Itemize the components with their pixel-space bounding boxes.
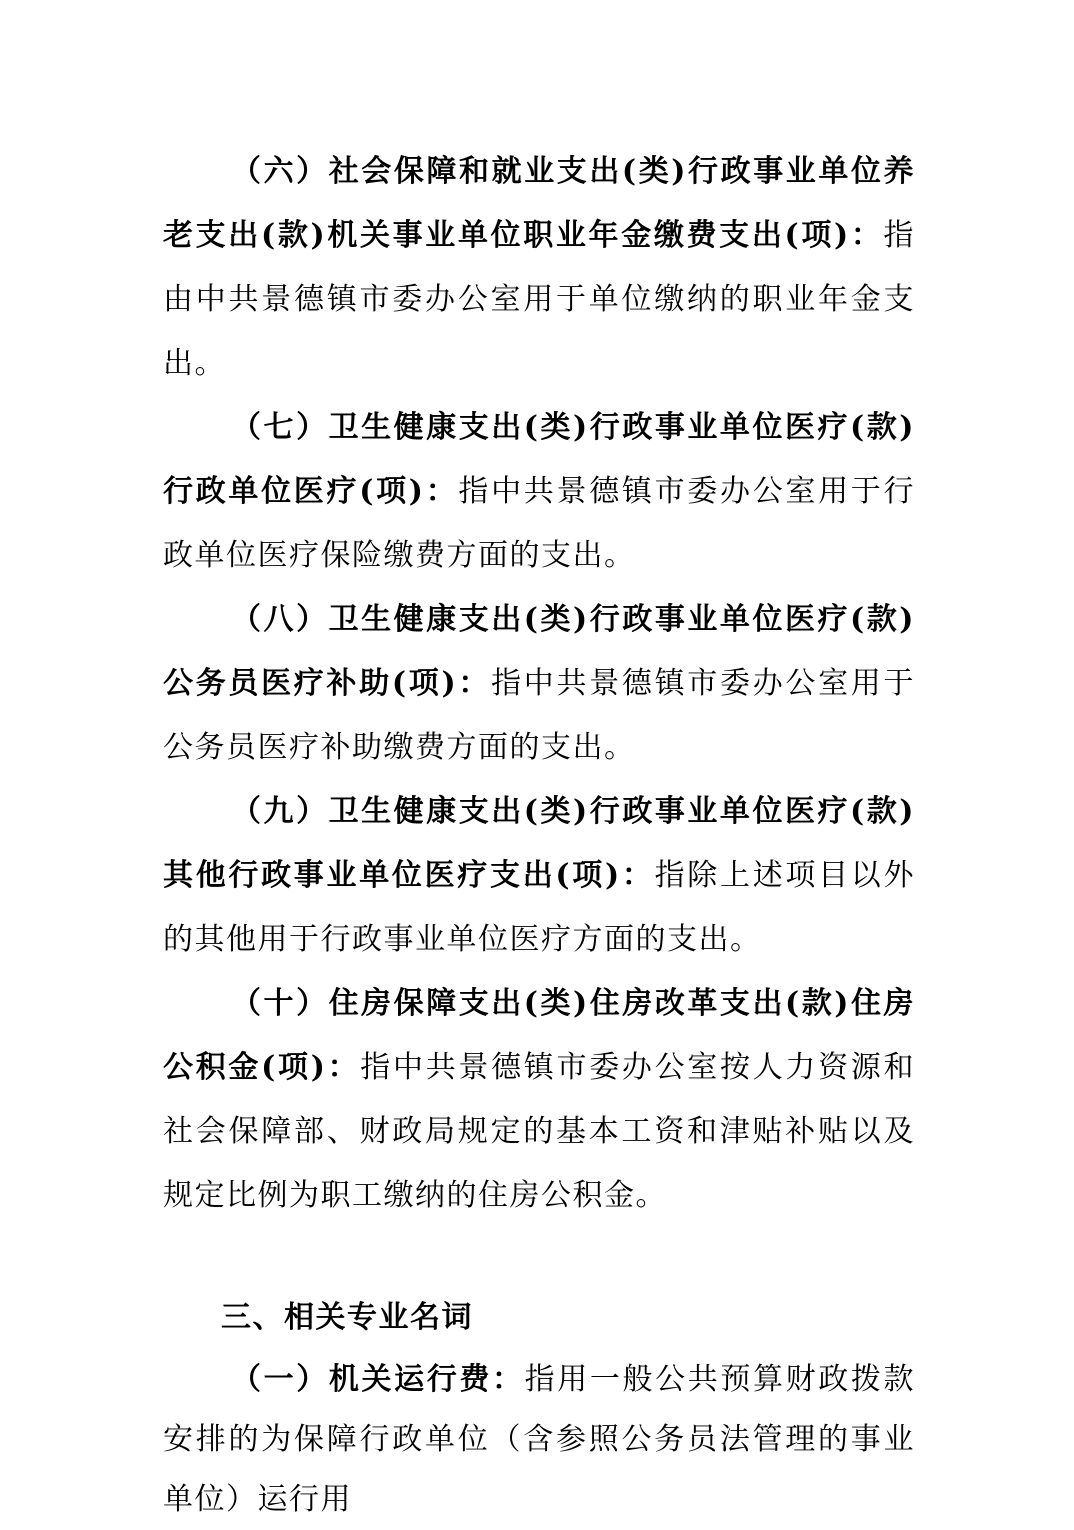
- paragraph-text: 指中共景德镇市委办公室用于公务员医疗补助缴费方面的支出。: [163, 666, 915, 765]
- document-body: [163, 140, 915, 1530]
- paragraph-item-6: [163, 140, 915, 396]
- paragraph-item-7: [163, 396, 915, 588]
- term-text: 指用一般公共预算财政拨款安排的为保障行政单位（含参照公务员法管理的事业单位）运行用: [163, 1362, 915, 1517]
- paragraph-text: 指除上述项目以外的其他用于行政事业单位医疗方面的支出。: [163, 858, 916, 957]
- term-lead: （一）机关运行费：: [231, 1362, 525, 1397]
- section-content: [163, 1350, 915, 1530]
- paragraph-lead: （九）卫生健康支出(类)行政事业单位医疗(款)其他行政事业单位医疗支出(项)：: [163, 794, 915, 893]
- section-heading: 三、相关专业名词: [221, 1300, 473, 1335]
- paragraph-lead: （十）住房保障支出(类)住房改革支出(款)住房公积金(项)：: [163, 986, 915, 1085]
- paragraph-text: 指中共景德镇市委办公室按人力资源和社会保障部、财政局规定的基本工资和津贴补贴以及规定比例为职工缴纳的住房公积金。: [163, 1050, 916, 1213]
- paragraph-lead: （八）卫生健康支出(类)行政事业单位医疗(款)公务员医疗补助(项)：: [163, 602, 915, 701]
- paragraph-item-9: [163, 780, 915, 972]
- term-item-1: [163, 1350, 915, 1530]
- paragraph-item-8: [163, 588, 915, 780]
- paragraph-lead: （七）卫生健康支出(类)行政事业单位医疗(款)行政单位医疗(项)：: [163, 410, 915, 509]
- paragraph-text: 指中共景德镇市委办公室用于行政单位医疗保险缴费方面的支出。: [163, 474, 916, 573]
- paragraph-item-10: [163, 972, 915, 1228]
- paragraph-lead: （六）社会保障和就业支出(类)行政事业单位养老支出(款)机关事业单位职业年金缴费支出(项)：: [163, 154, 915, 253]
- paragraph-text: 指由中共景德镇市委办公室用于单位缴纳的职业年金支出。: [163, 218, 915, 381]
